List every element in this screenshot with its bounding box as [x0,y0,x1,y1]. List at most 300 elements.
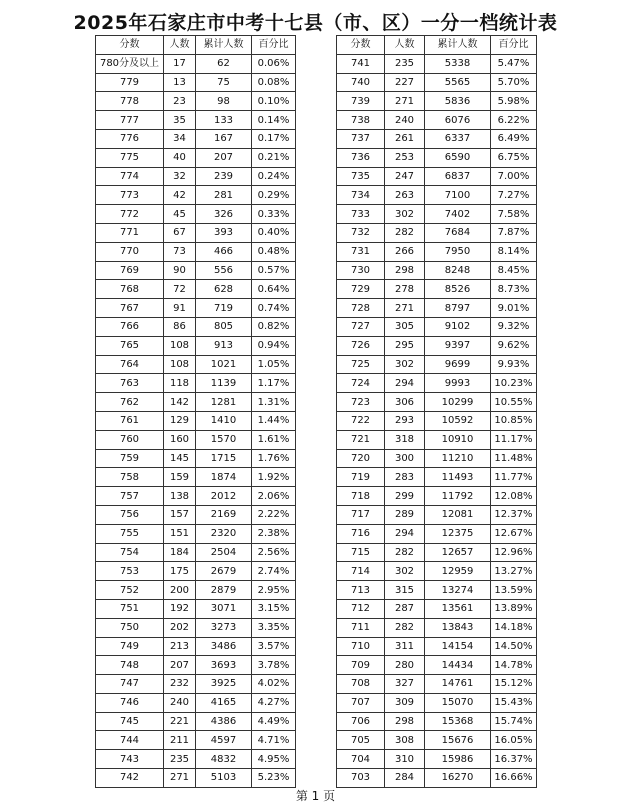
count-cell: 298 [385,712,425,731]
score-cell: 711 [337,618,385,637]
score-cell: 765 [96,336,164,355]
cumulative-cell: 3693 [196,656,252,675]
cumulative-cell: 3925 [196,675,252,694]
table-row [96,562,296,581]
score-cell: 706 [337,712,385,731]
table-row [337,449,537,468]
cumulative-cell: 14761 [425,675,491,694]
cumulative-cell: 9699 [425,355,491,374]
column-header-cumulative: 累计人数 [196,36,252,55]
score-cell: 778 [96,92,164,111]
table-row [337,186,537,205]
count-cell: 282 [385,543,425,562]
count-cell: 271 [164,769,196,788]
count-cell: 45 [164,205,196,224]
count-cell: 302 [385,355,425,374]
count-cell: 227 [385,73,425,92]
table-row [96,186,296,205]
count-cell: 302 [385,562,425,581]
score-cell: 744 [96,731,164,750]
count-cell: 207 [164,656,196,675]
count-cell: 299 [385,487,425,506]
cumulative-cell: 805 [196,317,252,336]
count-cell: 289 [385,505,425,524]
cumulative-cell: 3486 [196,637,252,656]
table-row [337,505,537,524]
table-row [337,167,537,186]
score-cell: 705 [337,731,385,750]
percent-cell: 2.74% [252,562,296,581]
cumulative-cell: 2320 [196,524,252,543]
score-cell: 774 [96,167,164,186]
percent-cell: 0.74% [252,299,296,318]
count-cell: 108 [164,355,196,374]
cumulative-cell: 9102 [425,317,491,336]
percent-cell: 8.73% [491,280,537,299]
percent-cell: 4.71% [252,731,296,750]
percent-cell: 7.58% [491,205,537,224]
table-row [96,675,296,694]
score-cell: 708 [337,675,385,694]
table-row [96,54,296,73]
percent-cell: 16.05% [491,731,537,750]
count-cell: 309 [385,693,425,712]
cumulative-cell: 75 [196,73,252,92]
count-cell: 311 [385,637,425,656]
cumulative-cell: 1139 [196,374,252,393]
table-row [96,374,296,393]
table-row [337,675,537,694]
table-row [96,111,296,130]
table-row [337,430,537,449]
table-row [96,129,296,148]
count-cell: 118 [164,374,196,393]
percent-cell: 8.45% [491,261,537,280]
count-cell: 305 [385,317,425,336]
score-cell: 723 [337,393,385,412]
count-cell: 302 [385,205,425,224]
cumulative-cell: 6837 [425,167,491,186]
column-header-percent: 百分比 [491,36,537,55]
percent-cell: 2.22% [252,505,296,524]
percent-cell: 13.27% [491,562,537,581]
cumulative-cell: 8526 [425,280,491,299]
count-cell: 253 [385,148,425,167]
table-row [337,92,537,111]
score-cell: 773 [96,186,164,205]
count-cell: 86 [164,317,196,336]
cumulative-cell: 13274 [425,581,491,600]
table-row [337,581,537,600]
score-cell: 768 [96,280,164,299]
count-cell: 294 [385,374,425,393]
cumulative-cell: 1410 [196,411,252,430]
score-cell: 732 [337,223,385,242]
percent-cell: 3.35% [252,618,296,637]
table-row [96,393,296,412]
score-cell: 736 [337,148,385,167]
score-cell: 777 [96,111,164,130]
percent-cell: 1.61% [252,430,296,449]
count-cell: 129 [164,411,196,430]
table-row [337,148,537,167]
count-cell: 282 [385,618,425,637]
count-cell: 294 [385,524,425,543]
score-cell: 730 [337,261,385,280]
percent-cell: 2.38% [252,524,296,543]
percent-cell: 0.64% [252,280,296,299]
count-cell: 202 [164,618,196,637]
score-cell: 721 [337,430,385,449]
column-header-percent: 百分比 [252,36,296,55]
percent-cell: 0.08% [252,73,296,92]
score-cell: 713 [337,581,385,600]
score-cell: 720 [337,449,385,468]
table-row [96,468,296,487]
cumulative-cell: 9397 [425,336,491,355]
table-row [96,712,296,731]
cumulative-cell: 6337 [425,129,491,148]
percent-cell: 9.62% [491,336,537,355]
count-cell: 271 [385,92,425,111]
percent-cell: 4.27% [252,693,296,712]
score-cell: 752 [96,581,164,600]
table-row [96,750,296,769]
count-cell: 240 [385,111,425,130]
table-row [96,299,296,318]
count-cell: 293 [385,411,425,430]
score-cell: 710 [337,637,385,656]
score-cell: 758 [96,468,164,487]
percent-cell: 16.66% [491,769,537,788]
count-cell: 200 [164,581,196,600]
score-cell: 740 [337,73,385,92]
score-cell: 724 [337,374,385,393]
table-row [96,242,296,261]
table-row [96,167,296,186]
table-row [337,280,537,299]
cumulative-cell: 10910 [425,430,491,449]
cumulative-cell: 12657 [425,543,491,562]
page-number: 第 1 页 [295,789,336,803]
count-cell: 295 [385,336,425,355]
table-row [337,693,537,712]
count-cell: 282 [385,223,425,242]
count-cell: 315 [385,581,425,600]
score-cell: 770 [96,242,164,261]
cumulative-cell: 239 [196,167,252,186]
score-cell: 756 [96,505,164,524]
count-cell: 232 [164,675,196,694]
cumulative-cell: 7950 [425,242,491,261]
table-row [96,430,296,449]
score-cell: 761 [96,411,164,430]
table-row [337,599,537,618]
count-cell: 266 [385,242,425,261]
score-cell: 726 [337,336,385,355]
score-cell: 747 [96,675,164,694]
percent-cell: 12.67% [491,524,537,543]
percent-cell: 6.22% [491,111,537,130]
score-cell: 715 [337,543,385,562]
table-row [96,524,296,543]
table-row [96,731,296,750]
score-cell: 704 [337,750,385,769]
percent-cell: 15.74% [491,712,537,731]
cumulative-cell: 556 [196,261,252,280]
score-cell: 748 [96,656,164,675]
table-row [337,223,537,242]
count-cell: 34 [164,129,196,148]
cumulative-cell: 2504 [196,543,252,562]
table-row [337,468,537,487]
cumulative-cell: 15070 [425,693,491,712]
percent-cell: 5.98% [491,92,537,111]
percent-cell: 0.40% [252,223,296,242]
score-cell: 703 [337,769,385,788]
cumulative-cell: 11210 [425,449,491,468]
percent-cell: 0.10% [252,92,296,111]
table-row [337,205,537,224]
table-row [96,261,296,280]
percent-cell: 0.24% [252,167,296,186]
cumulative-cell: 5103 [196,769,252,788]
percent-cell: 2.95% [252,581,296,600]
percent-cell: 7.27% [491,186,537,205]
cumulative-cell: 8248 [425,261,491,280]
cumulative-cell: 167 [196,129,252,148]
count-cell: 263 [385,186,425,205]
cumulative-cell: 8797 [425,299,491,318]
percent-cell: 0.82% [252,317,296,336]
count-cell: 221 [164,712,196,731]
cumulative-cell: 2012 [196,487,252,506]
count-cell: 327 [385,675,425,694]
count-cell: 138 [164,487,196,506]
cumulative-cell: 11493 [425,468,491,487]
table-row [96,581,296,600]
score-cell: 743 [96,750,164,769]
percent-cell: 0.17% [252,129,296,148]
percent-cell: 12.96% [491,543,537,562]
score-cell: 731 [337,242,385,261]
cumulative-cell: 5565 [425,73,491,92]
percent-cell: 15.12% [491,675,537,694]
score-cell: 750 [96,618,164,637]
count-cell: 306 [385,393,425,412]
table-row [96,449,296,468]
percent-cell: 0.29% [252,186,296,205]
percent-cell: 6.49% [491,129,537,148]
count-cell: 310 [385,750,425,769]
count-cell: 73 [164,242,196,261]
count-cell: 278 [385,280,425,299]
table-row [337,637,537,656]
score-cell: 727 [337,317,385,336]
percent-cell: 0.21% [252,148,296,167]
score-cell: 738 [337,111,385,130]
cumulative-cell: 12959 [425,562,491,581]
percent-cell: 9.93% [491,355,537,374]
count-cell: 235 [164,750,196,769]
cumulative-cell: 133 [196,111,252,130]
cumulative-cell: 12081 [425,505,491,524]
count-cell: 283 [385,468,425,487]
score-cell: 733 [337,205,385,224]
table-row [337,299,537,318]
count-cell: 13 [164,73,196,92]
table-row [96,205,296,224]
table-row [96,543,296,562]
score-cell: 763 [96,374,164,393]
percent-cell: 9.01% [491,299,537,318]
percent-cell: 1.44% [252,411,296,430]
cumulative-cell: 393 [196,223,252,242]
cumulative-cell: 7402 [425,205,491,224]
cumulative-cell: 326 [196,205,252,224]
score-cell: 754 [96,543,164,562]
score-cell: 775 [96,148,164,167]
score-cell: 767 [96,299,164,318]
score-cell: 779 [96,73,164,92]
score-cell: 729 [337,280,385,299]
table-row [337,712,537,731]
count-cell: 108 [164,336,196,355]
score-cell: 735 [337,167,385,186]
cumulative-cell: 719 [196,299,252,318]
score-cell: 719 [337,468,385,487]
cumulative-cell: 628 [196,280,252,299]
table-row [337,524,537,543]
percent-cell: 14.18% [491,618,537,637]
table-row [96,73,296,92]
percent-cell: 13.59% [491,581,537,600]
table-row [337,73,537,92]
percent-cell: 4.02% [252,675,296,694]
percent-cell: 0.57% [252,261,296,280]
count-cell: 318 [385,430,425,449]
percent-cell: 3.57% [252,637,296,656]
percent-cell: 1.31% [252,393,296,412]
table-row [337,769,537,788]
score-cell: 755 [96,524,164,543]
table-row [337,242,537,261]
score-cell: 753 [96,562,164,581]
table-row [337,562,537,581]
count-cell: 211 [164,731,196,750]
cumulative-cell: 15368 [425,712,491,731]
count-cell: 72 [164,280,196,299]
score-cell: 772 [96,205,164,224]
count-cell: 67 [164,223,196,242]
cumulative-cell: 4386 [196,712,252,731]
score-cell: 766 [96,317,164,336]
cumulative-cell: 13561 [425,599,491,618]
score-cell: 757 [96,487,164,506]
cumulative-cell: 6076 [425,111,491,130]
table-row [96,336,296,355]
score-cell: 709 [337,656,385,675]
percent-cell: 9.32% [491,317,537,336]
count-cell: 159 [164,468,196,487]
score-cell: 780分及以上 [96,54,164,73]
cumulative-cell: 7100 [425,186,491,205]
score-cell: 760 [96,430,164,449]
percent-cell: 11.48% [491,449,537,468]
percent-cell: 2.56% [252,543,296,562]
percent-cell: 0.33% [252,205,296,224]
cumulative-cell: 6590 [425,148,491,167]
table-row [337,750,537,769]
column-header-score: 分数 [337,36,385,55]
cumulative-cell: 207 [196,148,252,167]
percent-cell: 13.89% [491,599,537,618]
count-cell: 271 [385,299,425,318]
score-cell: 725 [337,355,385,374]
table-row [337,261,537,280]
cumulative-cell: 3273 [196,618,252,637]
count-cell: 235 [385,54,425,73]
count-cell: 261 [385,129,425,148]
table-row [96,92,296,111]
column-header-score: 分数 [96,36,164,55]
percent-cell: 4.49% [252,712,296,731]
count-cell: 157 [164,505,196,524]
percent-cell: 10.85% [491,411,537,430]
count-cell: 17 [164,54,196,73]
percent-cell: 1.05% [252,355,296,374]
table-row [96,637,296,656]
count-cell: 287 [385,599,425,618]
count-cell: 145 [164,449,196,468]
percent-cell: 0.14% [252,111,296,130]
cumulative-cell: 1715 [196,449,252,468]
table-row [337,731,537,750]
count-cell: 35 [164,111,196,130]
table-row [337,374,537,393]
percent-cell: 3.15% [252,599,296,618]
table-row [96,223,296,242]
score-cell: 776 [96,129,164,148]
count-cell: 308 [385,731,425,750]
score-cell: 718 [337,487,385,506]
count-cell: 160 [164,430,196,449]
percent-cell: 1.76% [252,449,296,468]
count-cell: 184 [164,543,196,562]
cumulative-cell: 4832 [196,750,252,769]
score-table-right [336,35,537,788]
cumulative-cell: 1021 [196,355,252,374]
cumulative-cell: 12375 [425,524,491,543]
percent-cell: 5.70% [491,73,537,92]
cumulative-cell: 62 [196,54,252,73]
cumulative-cell: 10299 [425,393,491,412]
table-row [96,411,296,430]
cumulative-cell: 5836 [425,92,491,111]
table-row [337,336,537,355]
count-cell: 32 [164,167,196,186]
percent-cell: 0.06% [252,54,296,73]
percent-cell: 12.37% [491,505,537,524]
score-cell: 717 [337,505,385,524]
count-cell: 300 [385,449,425,468]
cumulative-cell: 5338 [425,54,491,73]
percent-cell: 10.55% [491,393,537,412]
count-cell: 151 [164,524,196,543]
score-cell: 749 [96,637,164,656]
table-row [96,656,296,675]
percent-cell: 16.37% [491,750,537,769]
